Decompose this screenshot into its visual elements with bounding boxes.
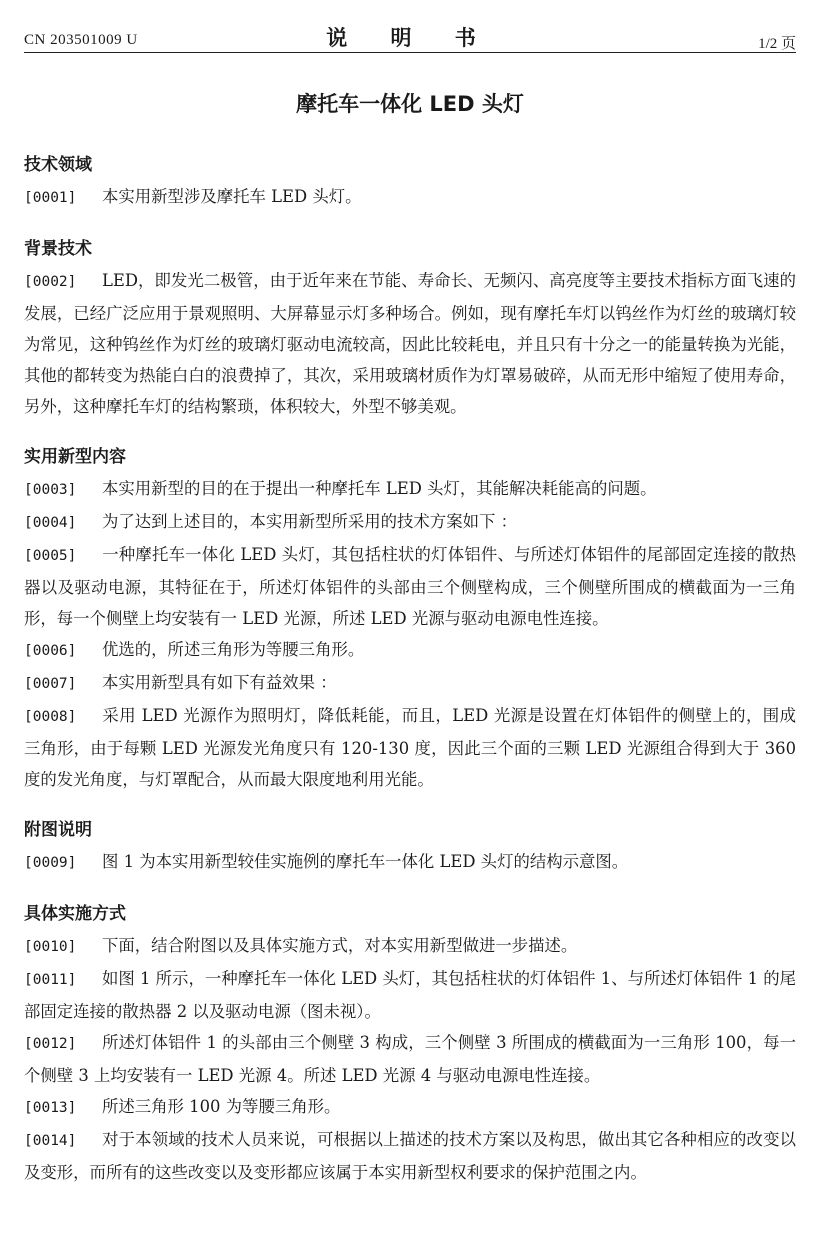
- paragraph-text: 采用 LED 光源作为照明灯，降低耗能，而且，LED 光源是设置在灯体铝件的侧壁上的，围成三角形，由于每颗 LED 光源发光角度只有 120-130 度，因此三个面的三颗 LED 光源组合得到大于 360 度的发光角度，与灯罩配合，从而最大限度地利用光能。: [24, 706, 796, 789]
- paragraph-text: LED，即发光二极管，由于近年来在节能、寿命长、无频闪、高亮度等主要技术指标方面飞速的发展，已经广泛应用于景观照明、大屏幕显示灯多种场合。例如，现有摩托车灯以钨丝作为灯丝的玻璃灯较为常见，这种钨丝作为灯丝的玻璃灯驱动电流较高，因此比较耗电，并且只有十分之一的能量转换为光能，其他的都转变为热能白白的浪费掉了，其次，采用玻璃材质作为灯罩易破碎，从而无形中缩短了使用寿命，另外，这种摩托车灯的结构繁琐，体积较大，外型不够美观。: [24, 271, 796, 416]
- page-number: 1/2 页: [758, 36, 796, 52]
- document-title: 摩托车一体化 LED 头灯: [296, 92, 524, 116]
- section-2: [24, 234, 796, 422]
- section-4: [24, 815, 796, 879]
- page-header: [24, 22, 796, 50]
- paragraph: [24, 506, 796, 539]
- paragraph-text: 本实用新型涉及摩托车 LED 头灯。: [102, 187, 362, 206]
- paragraph-number: [0011]: [24, 972, 77, 988]
- document-body: [24, 150, 796, 1208]
- paragraph: [24, 1124, 796, 1188]
- doc-type: 说 明 书: [326, 26, 494, 50]
- paragraph-text: 对于本领域的技术人员来说，可根据以上描述的技术方案以及构思，做出其它各种相应的改变以及变形，而所有的这些改变以及变形都应该属于本实用新型权利要求的保护范围之内。: [24, 1130, 796, 1182]
- paragraph-number: [0001]: [24, 190, 77, 206]
- section-5: [24, 899, 796, 1188]
- paragraph-number: [0009]: [24, 855, 77, 871]
- paragraph-text: 一种摩托车一体化 LED 头灯，其包括柱状的灯体铝件、与所述灯体铝件的尾部固定连接的散热器以及驱动电源，其特征在于，所述灯体铝件的头部由三个侧壁构成，三个侧壁所围成的横截面为一三角形，每一个侧壁上均安装有一 LED 光源，所述 LED 光源与驱动电源电性连接。: [24, 545, 796, 628]
- section-heading: 具体实施方式: [24, 904, 126, 924]
- paragraph-text: 所述三角形 100 为等腰三角形。: [102, 1097, 341, 1116]
- section-3: [24, 442, 796, 795]
- paragraph: [24, 473, 796, 506]
- paragraph-number: [0014]: [24, 1133, 77, 1149]
- paragraph-number: [0006]: [24, 643, 77, 659]
- paragraph-text: 本实用新型的目的在于提出一种摩托车 LED 头灯，其能解决耗能高的问题。: [102, 479, 657, 498]
- paragraph-number: [0013]: [24, 1100, 77, 1116]
- paragraph-number: [0004]: [24, 515, 77, 531]
- paragraph: [24, 634, 796, 667]
- paragraph-text: 优选的，所述三角形为等腰三角形。: [102, 640, 365, 659]
- paragraph-text: 下面，结合附图以及具体实施方式，对本实用新型做进一步描述。: [102, 936, 578, 955]
- paragraph: [24, 1027, 796, 1091]
- paragraph-number: [0007]: [24, 676, 77, 692]
- paragraph-text: 为了达到上述目的，本实用新型所采用的技术方案如下 ：: [102, 512, 517, 531]
- section-1: [24, 150, 796, 214]
- paragraph-number: [0003]: [24, 482, 77, 498]
- paragraph: [24, 667, 796, 700]
- paragraph-text: 所述灯体铝件 1 的头部由三个侧壁 3 构成，三个侧壁 3 所围成的横截面为一三角形 100，每一个侧壁 3 上均安装有一 LED 光源 4。所述 LED 光源 4 与驱动电源电性连接。: [24, 1033, 796, 1085]
- paragraph: [24, 700, 796, 795]
- paragraph: [24, 846, 796, 879]
- paragraph: [24, 963, 796, 1027]
- header-rule: [24, 52, 796, 53]
- section-heading: 实用新型内容: [24, 447, 126, 467]
- paragraph: [24, 265, 796, 422]
- paragraph-text: 如图 1 所示，一种摩托车一体化 LED 头灯，其包括柱状的灯体铝件 1、与所述灯体铝件 1 的尾部固定连接的散热器 2 以及驱动电源（图未视）。: [24, 969, 796, 1021]
- paragraph: [24, 1091, 796, 1124]
- doc-number: CN 203501009 U: [24, 32, 138, 48]
- section-heading: 技术领域: [24, 155, 92, 175]
- paragraph-number: [0002]: [24, 274, 77, 290]
- paragraph-number: [0012]: [24, 1036, 77, 1052]
- paragraph-number: [0008]: [24, 709, 77, 725]
- paragraph: [24, 181, 796, 214]
- paragraph-number: [0005]: [24, 548, 77, 564]
- paragraph: [24, 930, 796, 963]
- paragraph-text: 本实用新型具有如下有益效果 ：: [102, 673, 337, 692]
- paragraph: [24, 539, 796, 634]
- section-heading: 背景技术: [24, 239, 92, 259]
- section-heading: 附图说明: [24, 820, 92, 840]
- paragraph-number: [0010]: [24, 939, 77, 955]
- paragraph-text: 图 1 为本实用新型较佳实施例的摩托车一体化 LED 头灯的结构示意图。: [102, 852, 629, 871]
